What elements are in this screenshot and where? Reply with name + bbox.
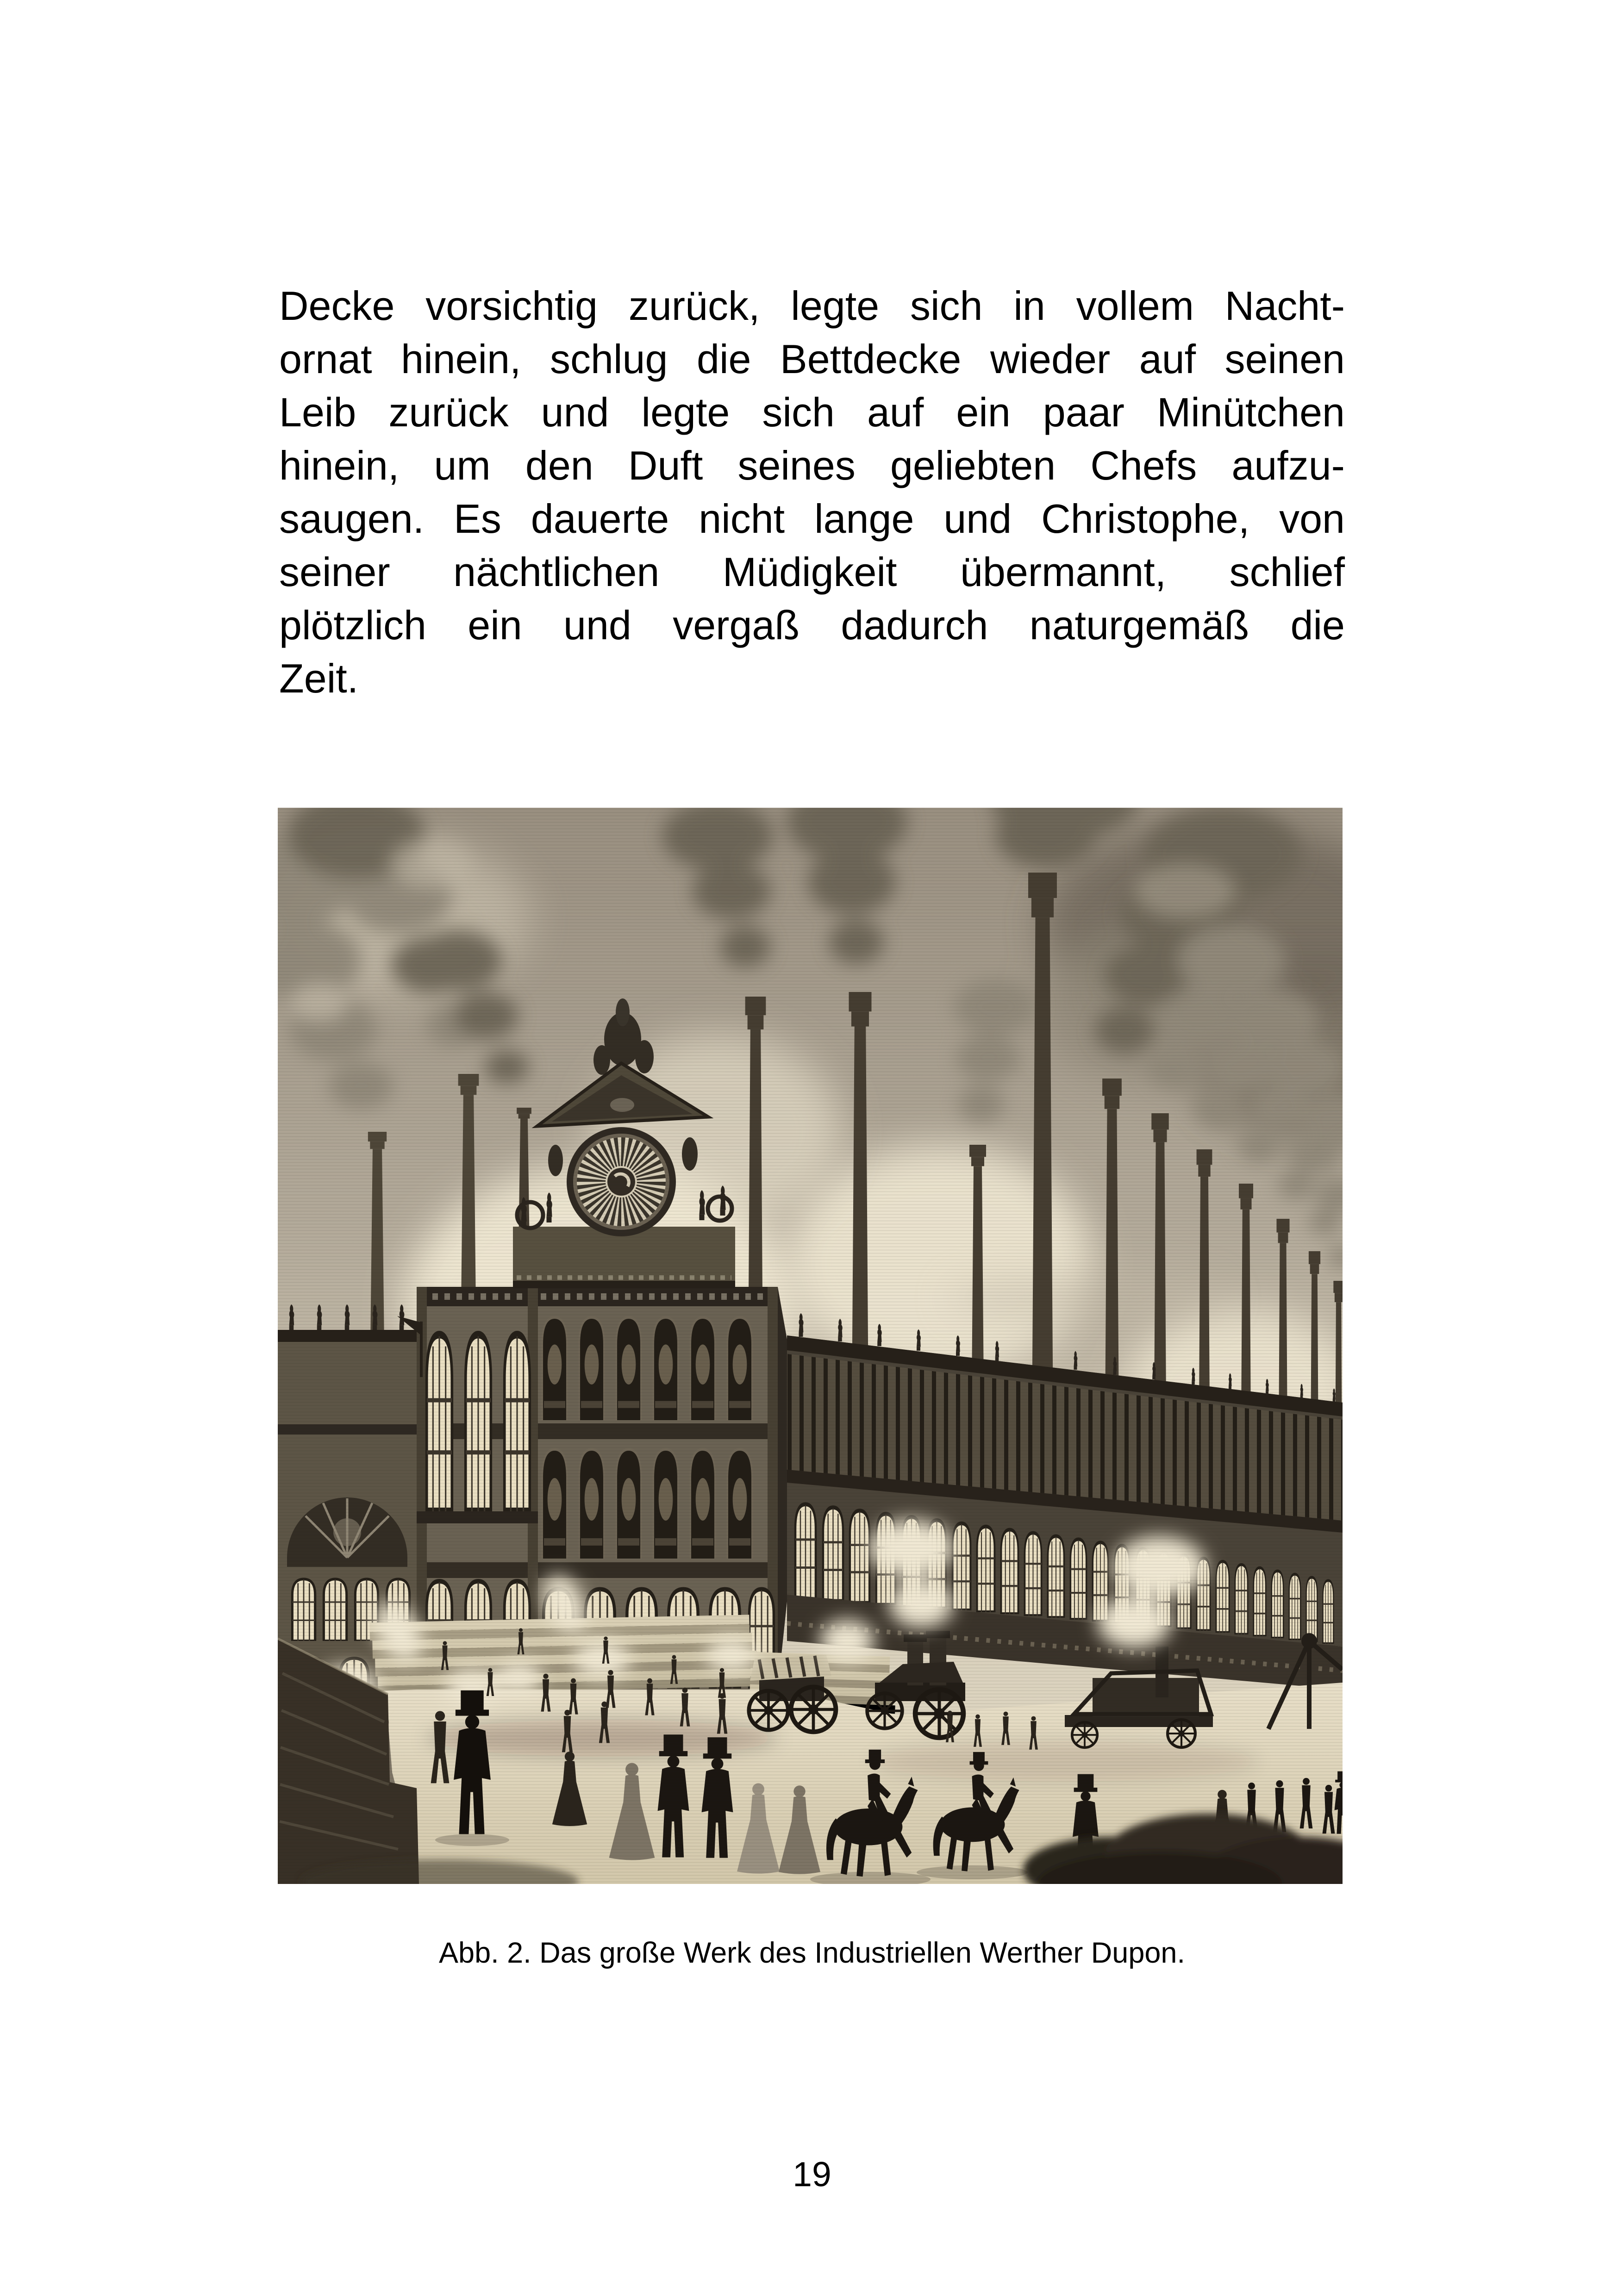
paragraph-line: seiner nächtlichen Müdigkeit übermannt, schlief — [279, 549, 1345, 595]
paragraph-line: plötzlich ein und vergaß dadurch naturgemäß die — [279, 602, 1345, 648]
figure — [278, 808, 1343, 1884]
engraving-texture — [278, 808, 1343, 1884]
paragraph-line: hinein, um den Duft seines geliebten Chefs aufzu- — [279, 443, 1345, 488]
paragraph-line: Zeit. — [279, 655, 359, 701]
paragraph-line: saugen. Es dauerte nicht lange und Christophe, von — [279, 496, 1345, 542]
page-number: 19 — [793, 2155, 831, 2194]
paragraph-line: Decke vorsichtig zurück, legte sich in vollem Nacht- — [279, 283, 1345, 329]
figure-caption: Abb. 2. Das große Werk des Industriellen Werther Dupon. — [439, 1937, 1185, 1969]
figure-illustration — [278, 808, 1343, 1884]
body-paragraph — [279, 279, 1345, 705]
paragraph-line: ornat hinein, schlug die Bettdecke wieder auf seinen — [279, 336, 1345, 382]
paragraph-line: Leib zurück und legte sich auf ein paar Minütchen — [279, 389, 1345, 435]
